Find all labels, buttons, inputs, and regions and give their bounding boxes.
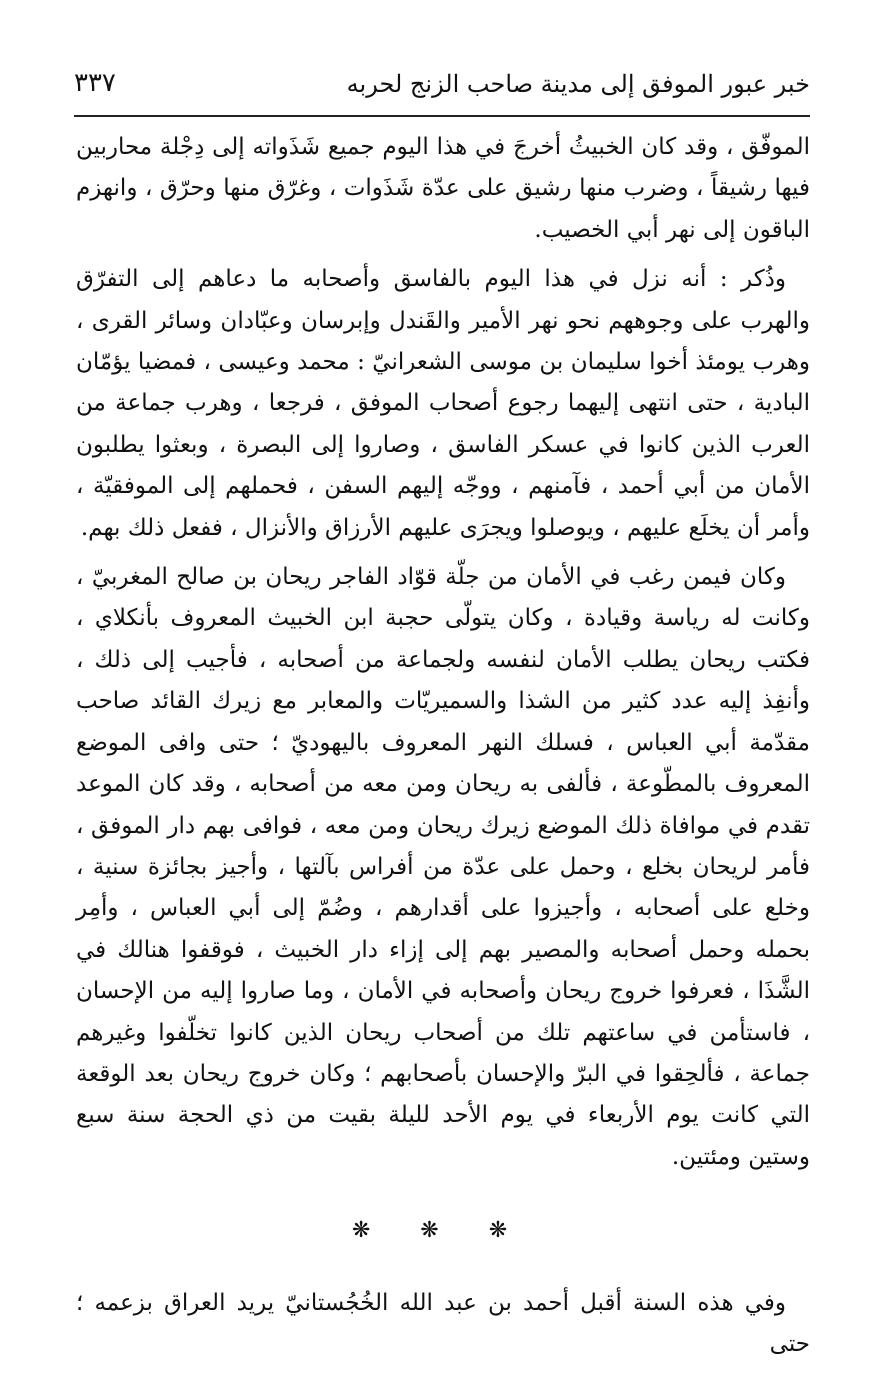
paragraph-3: وكان فيمن رغب في الأمان من جلّة قوّاد الفاجر ريحان بن صالح المغربيّ ، وكانت له رياسة وقيادة ، وكان يتولّى حجبة ابن الخبيث المعروف بأنكلاي ، فكتب ريحان يطلب الأمان لنفسه ولجماعة من أصحابه ، فأجيب إلى ذلك ، وأنفِذ إليه عدد كثير من الشذا والسميريّات والمعابر مع زيرك القائد صاحب مقدّمة أبي العباس ، فسلك النهر المعروف باليهوديّ ؛ حتى وافى الموضع المعروف بالمطّوعة ، فألفى به ريحان ومن معه من أصحابه ، وقد كان الموعد تقدم في موافاة ذلك الموضع زيرك ريحان ومن معه ، فوافى بهم دار الموفق ، فأمر لريحان بخلع ، وحمل على عدّة من أفراس بآلتها ، وأجيز بجائزة سنية ، وخلع على أصحابه ، وأجيزوا على أقدارهم ، وضُمّ إلى أبي العباس ، وأمِر بحمله وحمل أصحابه والمصير بهم إلى إزاء دار الخبيث ، فوقفوا هنالك في الشَّذَا ، فعرفوا خروج ريحان وأصحابه في الأمان ، وما صاروا إليه من الإحسان ، فاستأمن في ساعتهم تلك من أصحاب ريحان الذين كانوا تخلّفوا وغيرهم جماعة ، فألحِقوا في البرّ والإحسان بأصحابهم ؛ وكان خروج ريحان بعد الوقعة التي كانت يوم الأربعاء في يوم الأحد لليلة بقيت من ذي الحجة سنة سبع وستين ومئتين. <box>76 564 811 1170</box>
separator-star-icon: ❋ <box>420 1218 465 1243</box>
section-separator <box>0 1218 885 1243</box>
page-number: ٣٣٧ <box>74 68 116 98</box>
paragraph-4: وفي هذه السنة أقبل أحمد بن عبد الله الخُجُستانيّ يريد العراق بزعمه ؛ حتى <box>76 1290 810 1358</box>
paragraph-2: وذُكر : أنه نزل في هذا اليوم بالفاسق وأصحابه ما دعاهم إلى التفرّق والهرب على وجوههم نحو نهر الأمير والقَندل وإبرسان وعبّادان وسائر القرى ، وهرب يومئذ أخوا سليمان بن موسى الشعرانيّ : محمد وعيسى ، فمضيا يؤمّان البادية ، حتى انتهى إليهما رجوع أصحاب الموفق ، فرجعا ، وهرب جماعة من العرب الذين كانوا في عسكر الفاسق ، وصاروا إلى البصرة ، وبعثوا يطلبون الأمان من أبي أحمد ، فآمنهم ، ووجّه إليهم السفن ، فحملهم إلى الموفقيّة ، وأمر أن يخلَع عليهم ، ويوصلوا ويجرَى عليهم الأرزاق والأنزال ، ففعل ذلك بهم. <box>76 266 810 541</box>
paragraph-1: الموفّق ، وقد كان الخبيثُ أخرجَ في هذا اليوم جميع شَذَواته إلى دِجْلة محاربين فيها رشيقاً ، وضرب منها رشيق على عدّة شَذَوات ، وغرّق منها وحرّق ، وانهزم الباقون إلى نهر أبي الخصيب. <box>76 134 810 243</box>
header-rule <box>74 115 810 117</box>
running-title: خبر عبور الموفق إلى مدينة صاحب الزنج لحربه <box>346 70 810 98</box>
separator-star-icon: ❋ <box>351 1218 397 1243</box>
page-header <box>74 64 810 108</box>
body-text <box>76 127 810 1186</box>
separator-star-icon: ❋ <box>488 1218 534 1243</box>
